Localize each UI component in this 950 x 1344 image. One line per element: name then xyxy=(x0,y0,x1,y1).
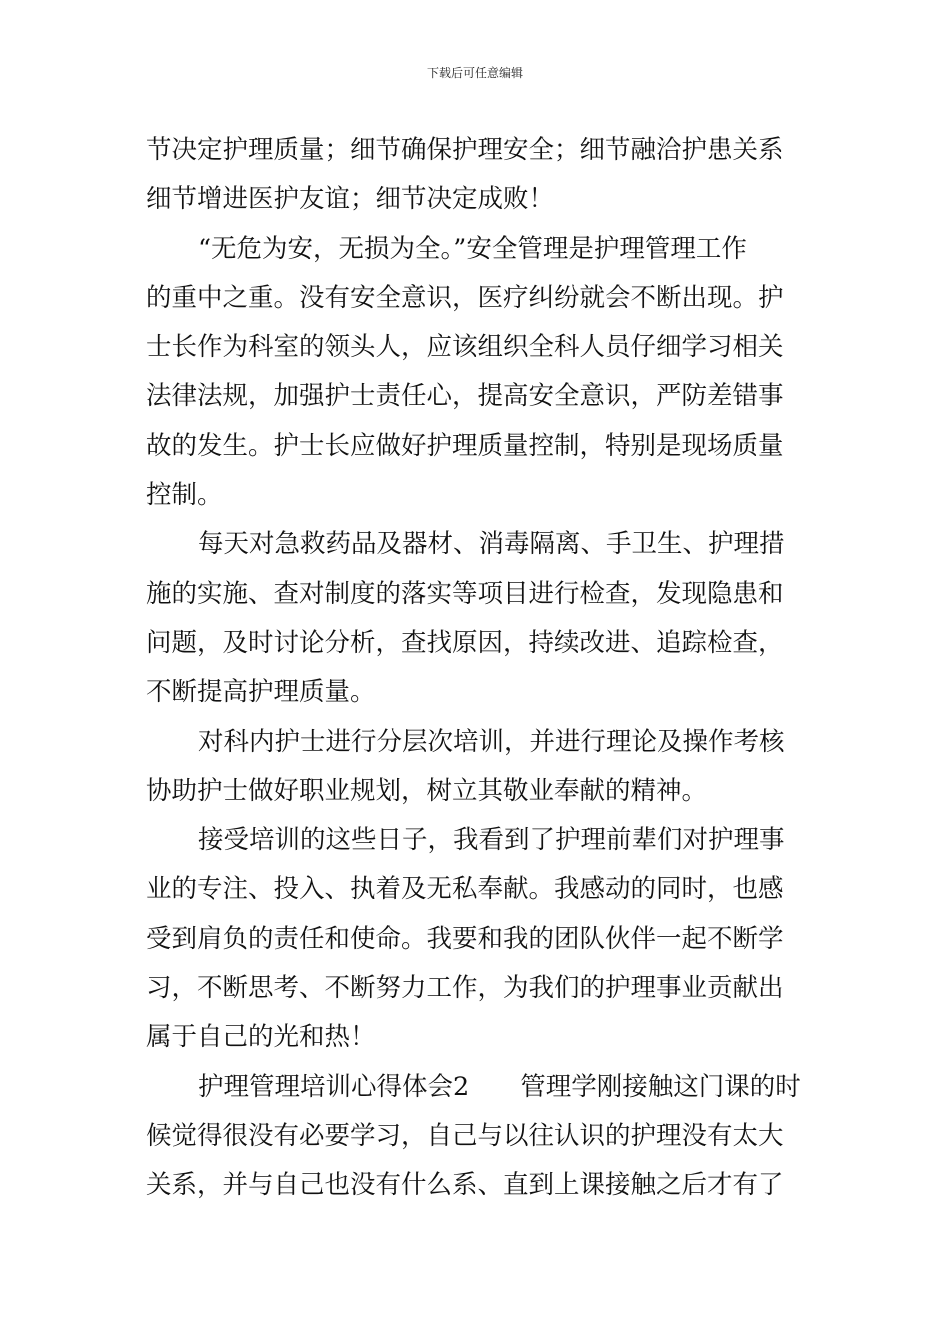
page-header: 下载后可任意编辑 xyxy=(426,66,523,80)
text-line: 控制。 xyxy=(146,480,223,511)
text-line: 的重中之重。没有安全意识，医疗纠纷就会不断出现。护 xyxy=(146,282,784,313)
text-line: 细节增进医护友谊；细节决定成败！ xyxy=(146,184,555,215)
text-line: 不断提高护理质量。 xyxy=(146,677,376,708)
paragraph-first-line: 护理管理培训心得体会2 管理学刚接触这门课的时 xyxy=(198,1071,801,1102)
paragraph-first-line: 每天对急救药品及器材、消毒隔离、手卫生、护理措 xyxy=(198,529,785,560)
text-line: 施的实施、查对制度的落实等项目进行检查，发现隐患和 xyxy=(146,578,784,609)
text-line: 协助护士做好职业规划，树立其敬业奉献的精神。 xyxy=(146,775,708,806)
text-line: 问题，及时讨论分析，查找原因，持续改进、追踪检查， xyxy=(146,627,784,658)
text-line: 故的发生。护士长应做好护理质量控制，特别是现场质量 xyxy=(146,430,784,461)
text-line: 法律法规，加强护士责任心，提高安全意识，严防差错事 xyxy=(146,381,784,412)
text-line: 关系，并与自己也没有什么系、直到上课接触之后才有了 xyxy=(146,1170,784,1201)
paragraph-first-line: 对科内护士进行分层次培训，并进行理论及操作考核 xyxy=(198,726,785,757)
text-line: 士长作为科室的领头人，应该组织全科人员仔细学习相关 xyxy=(146,332,784,363)
document-body xyxy=(146,126,808,1211)
paragraph-first-line: 接受培训的这些日子，我看到了护理前辈们对护理事 xyxy=(198,825,785,856)
text-line: 候觉得很没有必要学习，自己与以往认识的护理没有太大 xyxy=(146,1120,784,1151)
text-line: 属于自己的光和热！ xyxy=(146,1022,376,1053)
text-line: 节决定护理质量；细节确保护理安全；细节融洽护患关系 xyxy=(146,135,784,165)
paragraph-first-line: “无危为安，无损为全。”安全管理是护理管理工作 xyxy=(198,233,747,264)
text-line: 受到肩负的责任和使命。我要和我的团队伙伴一起不断学 xyxy=(146,923,784,954)
text-line: 习，不断思考、不断努力工作，为我们的护理事业贡献出 xyxy=(146,973,784,1004)
text-line: 业的专注、投入、执着及无私奉献。我感动的同时，也感 xyxy=(146,874,784,905)
